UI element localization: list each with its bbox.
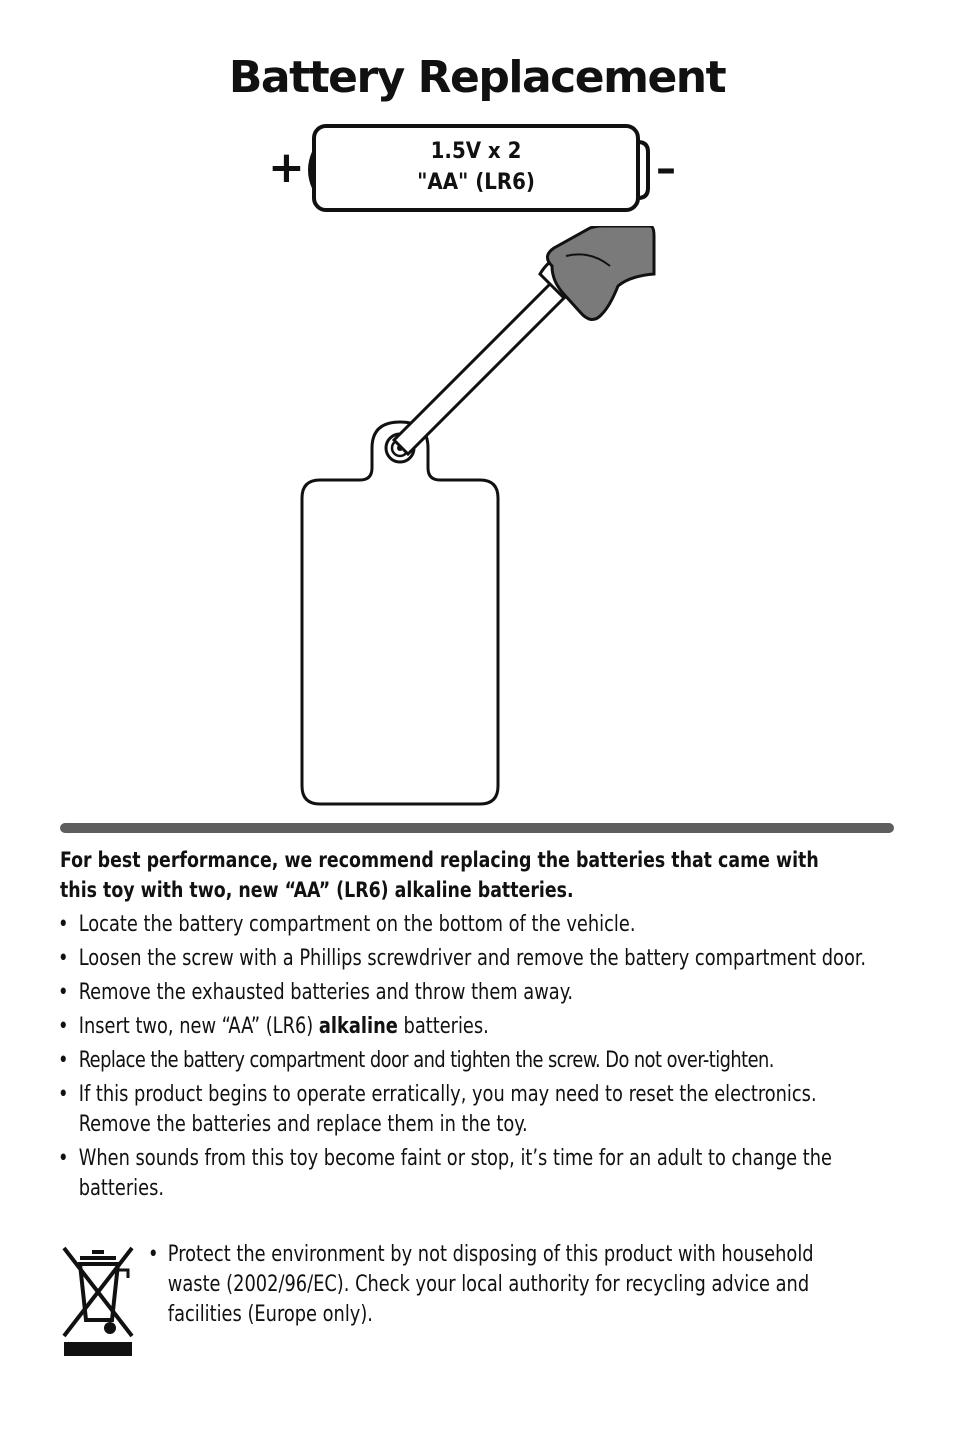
list-item: • If this product begins to operate erratically, you may need to reset the electronics. Remove the batteries and replace them in the toy. xyxy=(58,1080,868,1140)
list-item: • Locate the battery compartment on the bottom of the vehicle. xyxy=(58,910,868,940)
crossed-out-wheelie-bin-icon xyxy=(58,1244,138,1359)
battery-door-illustration xyxy=(290,226,670,816)
battery-voltage: 1.5V x 2 xyxy=(430,139,522,164)
instruction-list xyxy=(58,910,868,1208)
environment-note: • Protect the environment by not disposing of this product with household waste (2002/96/EC). Check your local authority for recycling advice and facilities (Europe only). xyxy=(148,1240,852,1330)
battery-label xyxy=(316,136,636,198)
section-divider xyxy=(60,823,894,833)
page-title: Battery Replacement xyxy=(228,52,726,103)
list-item: • Replace the battery compartment door and tighten the screw. Do not over-tighten. xyxy=(58,1046,868,1076)
battery-compartment-door-icon xyxy=(302,422,498,804)
step-emphasis: alkaline xyxy=(318,1014,398,1039)
screwdriver-icon xyxy=(394,226,654,454)
battery-type: "AA" (LR6) xyxy=(417,170,535,195)
battery-minus-symbol: – xyxy=(656,146,676,192)
list-item: • When sounds from this toy become faint or stop, it’s time for an adult to change the batteries. xyxy=(58,1144,868,1204)
step-text: batteries. xyxy=(397,1014,489,1039)
step-text: Insert two, new “AA” (LR6) xyxy=(78,1014,319,1039)
battery-plus-symbol: + xyxy=(268,142,305,193)
list-item: • Remove the exhausted batteries and throw them away. xyxy=(58,978,868,1008)
list-item xyxy=(58,1012,868,1042)
instructions-intro: For best performance, we recommend replacing the batteries that came with this toy with two, new “AA” (LR6) alkaline batteries. xyxy=(60,848,819,902)
list-item: • Loosen the screw with a Phillips screwdriver and remove the battery compartment door. xyxy=(58,944,868,974)
